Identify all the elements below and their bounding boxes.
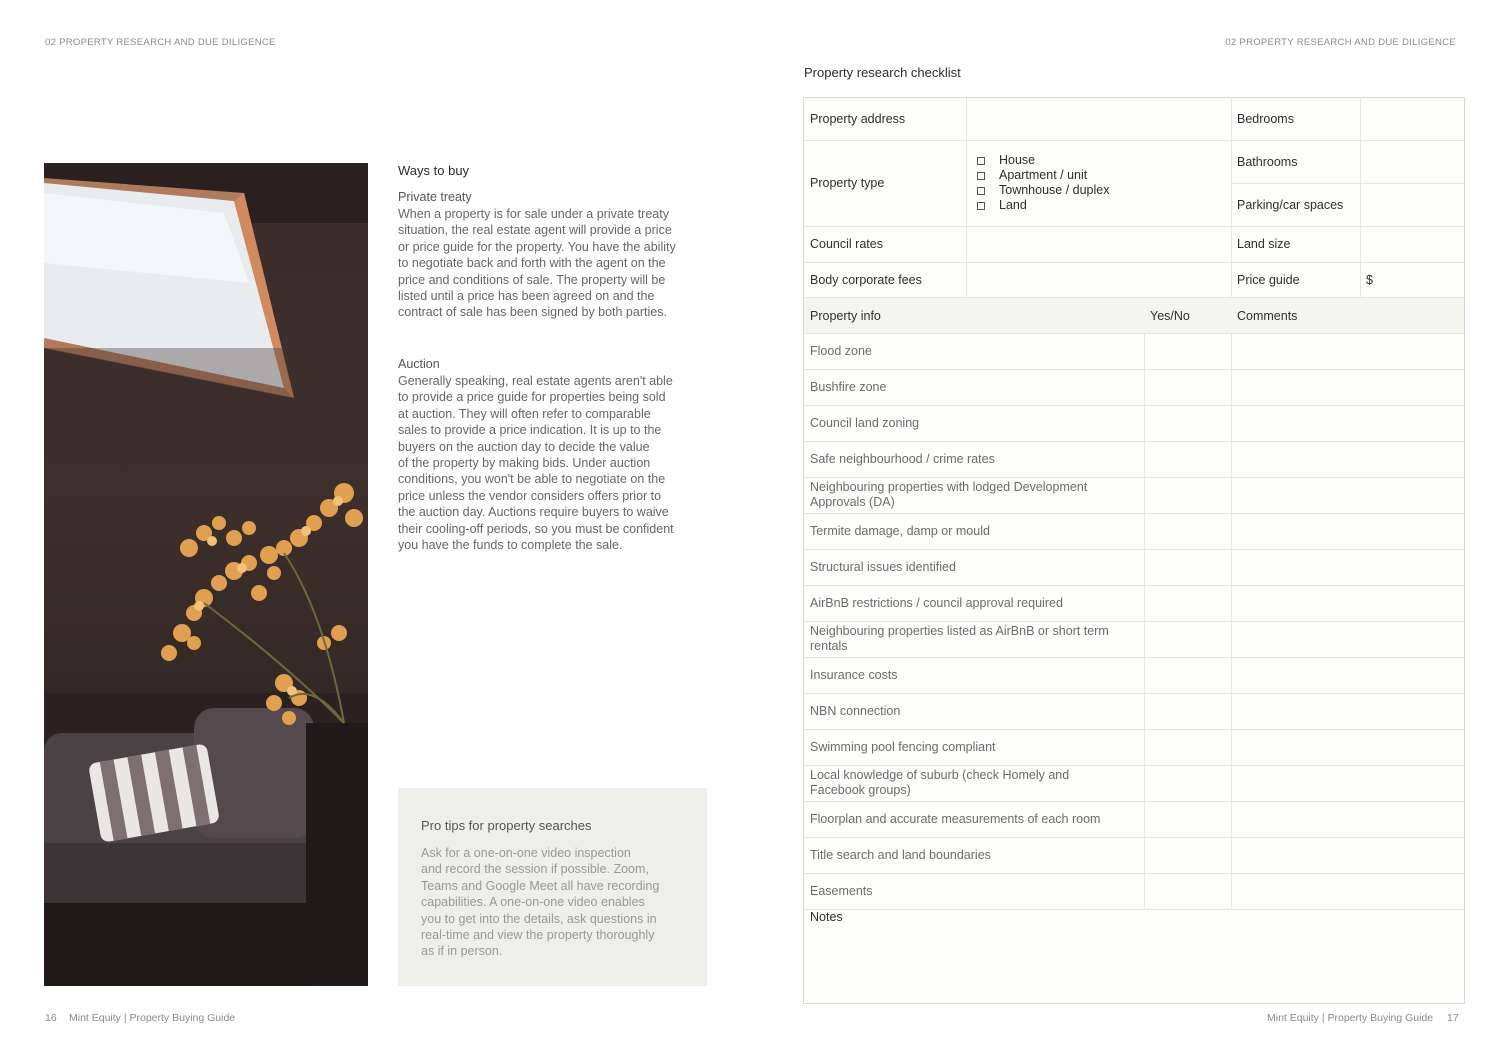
pro-tips-body — [421, 845, 681, 960]
yes-no-field[interactable] — [1144, 729, 1231, 765]
option-label: Apartment / unit — [999, 168, 1088, 182]
text-line: Teams and Google Meet all have recording — [421, 878, 660, 893]
comments-field[interactable] — [1231, 441, 1464, 477]
pro-tips-box — [398, 788, 707, 986]
comments-field[interactable] — [1231, 621, 1464, 657]
comments-field[interactable] — [1231, 585, 1464, 621]
body-corporate-field[interactable] — [966, 262, 1231, 297]
comments-field[interactable] — [1231, 837, 1464, 873]
checklist-item-label — [804, 369, 1144, 405]
council-rates-label: Council rates — [810, 237, 883, 251]
comments-field[interactable] — [1231, 405, 1464, 441]
option-label: Townhouse / duplex — [999, 183, 1110, 197]
text-line: contract of sale has been signed by both parties. — [398, 305, 667, 320]
yes-no-field[interactable] — [1144, 369, 1231, 405]
comments-field[interactable] — [1231, 729, 1464, 765]
text-line: When a property is for sale under a private treaty — [398, 207, 669, 221]
text-line: as if in person. — [421, 944, 503, 959]
checklist-item-label — [804, 549, 1144, 585]
item-text-line: Bushfire zone — [810, 379, 887, 394]
auction-paragraph — [398, 373, 698, 553]
checklist-item-label — [804, 441, 1144, 477]
text-line: price and conditions of sale. The property will be — [398, 272, 666, 287]
yes-no-field[interactable] — [1144, 333, 1231, 369]
checklist-item-label — [804, 513, 1144, 549]
property-address-field[interactable] — [966, 98, 1231, 140]
checklist-item-label — [804, 405, 1144, 441]
item-text-line: Neighbouring properties with lodged Development — [810, 480, 1088, 494]
comments-field[interactable] — [1231, 657, 1464, 693]
item-text-line: Flood zone — [810, 343, 872, 358]
notes-field[interactable] — [804, 930, 1464, 1003]
text-line: sales to provide a price indication. It is up to the — [398, 423, 662, 438]
item-text-line: Title search and land boundaries — [810, 847, 991, 862]
checkbox-icon[interactable] — [977, 187, 985, 195]
text-line: to provide a price guide for properties being sold — [398, 390, 666, 405]
footer-page-number-left: 16 — [45, 1012, 57, 1024]
comments-field[interactable] — [1231, 549, 1464, 585]
pro-tips-title: Pro tips for property searches — [421, 818, 592, 833]
yes-no-field[interactable] — [1144, 549, 1231, 585]
item-text-line: Approvals (DA) — [810, 495, 895, 509]
parking-label: Parking/car spaces — [1237, 197, 1344, 212]
option-label: House — [999, 153, 1036, 167]
item-text-line: Local knowledge of suburb (check Homely and — [810, 768, 1070, 782]
text-line: Ask for a one-on-one video inspection — [421, 846, 631, 860]
checklist-title: Property research checklist — [804, 65, 961, 80]
checklist-item-label — [804, 477, 1144, 513]
col-property-info: Property info — [810, 308, 881, 323]
text-line: listed until a price has been agreed on and the — [398, 289, 655, 304]
checklist-item-label — [804, 801, 1144, 837]
checkbox-icon[interactable] — [977, 202, 985, 210]
checkbox-icon[interactable] — [977, 157, 985, 165]
checklist-item-label — [804, 585, 1144, 621]
comments-field[interactable] — [1231, 801, 1464, 837]
checklist-item-label — [804, 657, 1144, 693]
comments-field[interactable] — [1231, 765, 1464, 801]
auction-heading: Auction — [398, 357, 440, 371]
yes-no-field[interactable] — [1144, 801, 1231, 837]
land-size-field[interactable] — [1360, 226, 1464, 262]
yes-no-field[interactable] — [1144, 477, 1231, 513]
option-label: Land — [999, 198, 1027, 212]
checkbox-icon[interactable] — [977, 172, 985, 180]
yes-no-field[interactable] — [1144, 837, 1231, 873]
yes-no-field[interactable] — [1144, 873, 1231, 909]
col-yes-no: Yes/No — [1150, 308, 1190, 323]
text-line: at auction. They will often refer to comparable — [398, 406, 651, 421]
private-treaty-heading: Private treaty — [398, 190, 472, 204]
item-text-line: Safe neighbourhood / crime rates — [810, 451, 995, 466]
comments-field[interactable] — [1231, 477, 1464, 513]
footer-title-left: Mint Equity | Property Buying Guide — [69, 1012, 236, 1024]
text-line: capabilities. A one-on-one video enables — [421, 895, 645, 910]
text-line: real-time and view the property thoroughly — [421, 928, 655, 943]
comments-field[interactable] — [1231, 693, 1464, 729]
property-address-label: Property address — [810, 112, 906, 126]
yes-no-field[interactable] — [1144, 621, 1231, 657]
comments-field[interactable] — [1231, 333, 1464, 369]
yes-no-field[interactable] — [1144, 513, 1231, 549]
checklist-item-label — [804, 765, 1144, 801]
text-line: conditions, you won't be able to negotiate on the — [398, 472, 666, 487]
comments-field[interactable] — [1231, 513, 1464, 549]
checklist-table — [803, 97, 1465, 1004]
checklist-item-label — [804, 837, 1144, 873]
item-text-line: Termite damage, damp or mould — [810, 523, 990, 538]
item-text-line: AirBnB restrictions / council approval required — [810, 595, 1063, 610]
land-size-label: Land size — [1237, 237, 1291, 251]
footer-title-right: Mint Equity | Property Buying Guide — [1267, 1012, 1434, 1024]
checklist-item-label — [804, 621, 1144, 657]
item-text-line: Easements — [810, 883, 873, 898]
interior-photo — [44, 163, 368, 986]
property-type-label: Property type — [810, 176, 885, 190]
col-comments: Comments — [1237, 308, 1298, 323]
section-header-left: 02 PROPERTY RESEARCH AND DUE DILIGENCE — [45, 37, 276, 48]
checklist-item-label — [804, 693, 1144, 729]
yes-no-field[interactable] — [1144, 657, 1231, 693]
bathrooms-field[interactable] — [1360, 140, 1464, 183]
parking-field[interactable] — [1360, 183, 1464, 226]
text-line: you to get into the details, ask questions in — [421, 911, 657, 926]
yes-no-field[interactable] — [1144, 585, 1231, 621]
item-text-line: Floorplan and accurate measurements of each room — [810, 811, 1101, 826]
item-text-line: Swimming pool fencing compliant — [810, 739, 996, 754]
item-text-line: rentals — [810, 639, 848, 653]
item-text-line: Neighbouring properties listed as AirBnB or short term — [810, 624, 1109, 638]
bedrooms-label: Bedrooms — [1237, 112, 1294, 126]
checklist-item-label — [804, 873, 1144, 909]
body-corporate-label: Body corporate fees — [810, 272, 922, 287]
item-text-line: Structural issues identified — [810, 559, 956, 574]
yes-no-field[interactable] — [1144, 405, 1231, 441]
ways-to-buy-heading: Ways to buy — [398, 163, 470, 178]
yes-no-field[interactable] — [1144, 693, 1231, 729]
checklist-item-label — [804, 333, 1144, 369]
text-line: buyers on the auction day to decide the value — [398, 439, 650, 454]
checklist-item-label — [804, 729, 1144, 765]
price-guide-label: Price guide — [1237, 272, 1300, 287]
yes-no-field[interactable] — [1144, 765, 1231, 801]
item-text-line: Insurance costs — [810, 667, 898, 682]
text-line: price unless the vendor considers offers prior to — [398, 488, 662, 503]
text-line: their cooling-off periods, so you must be confident — [398, 521, 674, 536]
council-rates-field[interactable] — [966, 226, 1231, 262]
section-header-right: 02 PROPERTY RESEARCH AND DUE DILIGENCE — [1225, 37, 1456, 48]
item-text-line: Council land zoning — [810, 415, 920, 430]
yes-no-field[interactable] — [1144, 441, 1231, 477]
private-treaty-paragraph — [398, 206, 698, 321]
footer-page-number-right: 17 — [1447, 1012, 1459, 1024]
text-line: the auction day. Auctions require buyers to waive — [398, 505, 669, 520]
notes-label: Notes — [810, 910, 843, 924]
text-line: situation, the real estate agent will provide a price — [398, 223, 672, 238]
text-line: to negotiate back and forth with the agent on the — [398, 256, 666, 271]
comments-field[interactable] — [1231, 369, 1464, 405]
text-line: Generally speaking, real estate agents aren't able — [398, 374, 673, 388]
text-line: and record the session if possible. Zoom, — [421, 862, 649, 877]
bathrooms-label: Bathrooms — [1237, 154, 1298, 169]
text-line: you have the funds to complete the sale. — [398, 538, 623, 553]
text-line: or price guide for the property. You have the ability — [398, 239, 676, 254]
text-line: of the property by making bids. Under auction — [398, 456, 651, 471]
price-guide-field[interactable]: $ — [1366, 272, 1373, 287]
bedrooms-field[interactable] — [1360, 98, 1464, 140]
comments-field[interactable] — [1231, 873, 1464, 909]
item-text-line: NBN connection — [810, 703, 901, 718]
item-text-line: Facebook groups) — [810, 783, 911, 797]
